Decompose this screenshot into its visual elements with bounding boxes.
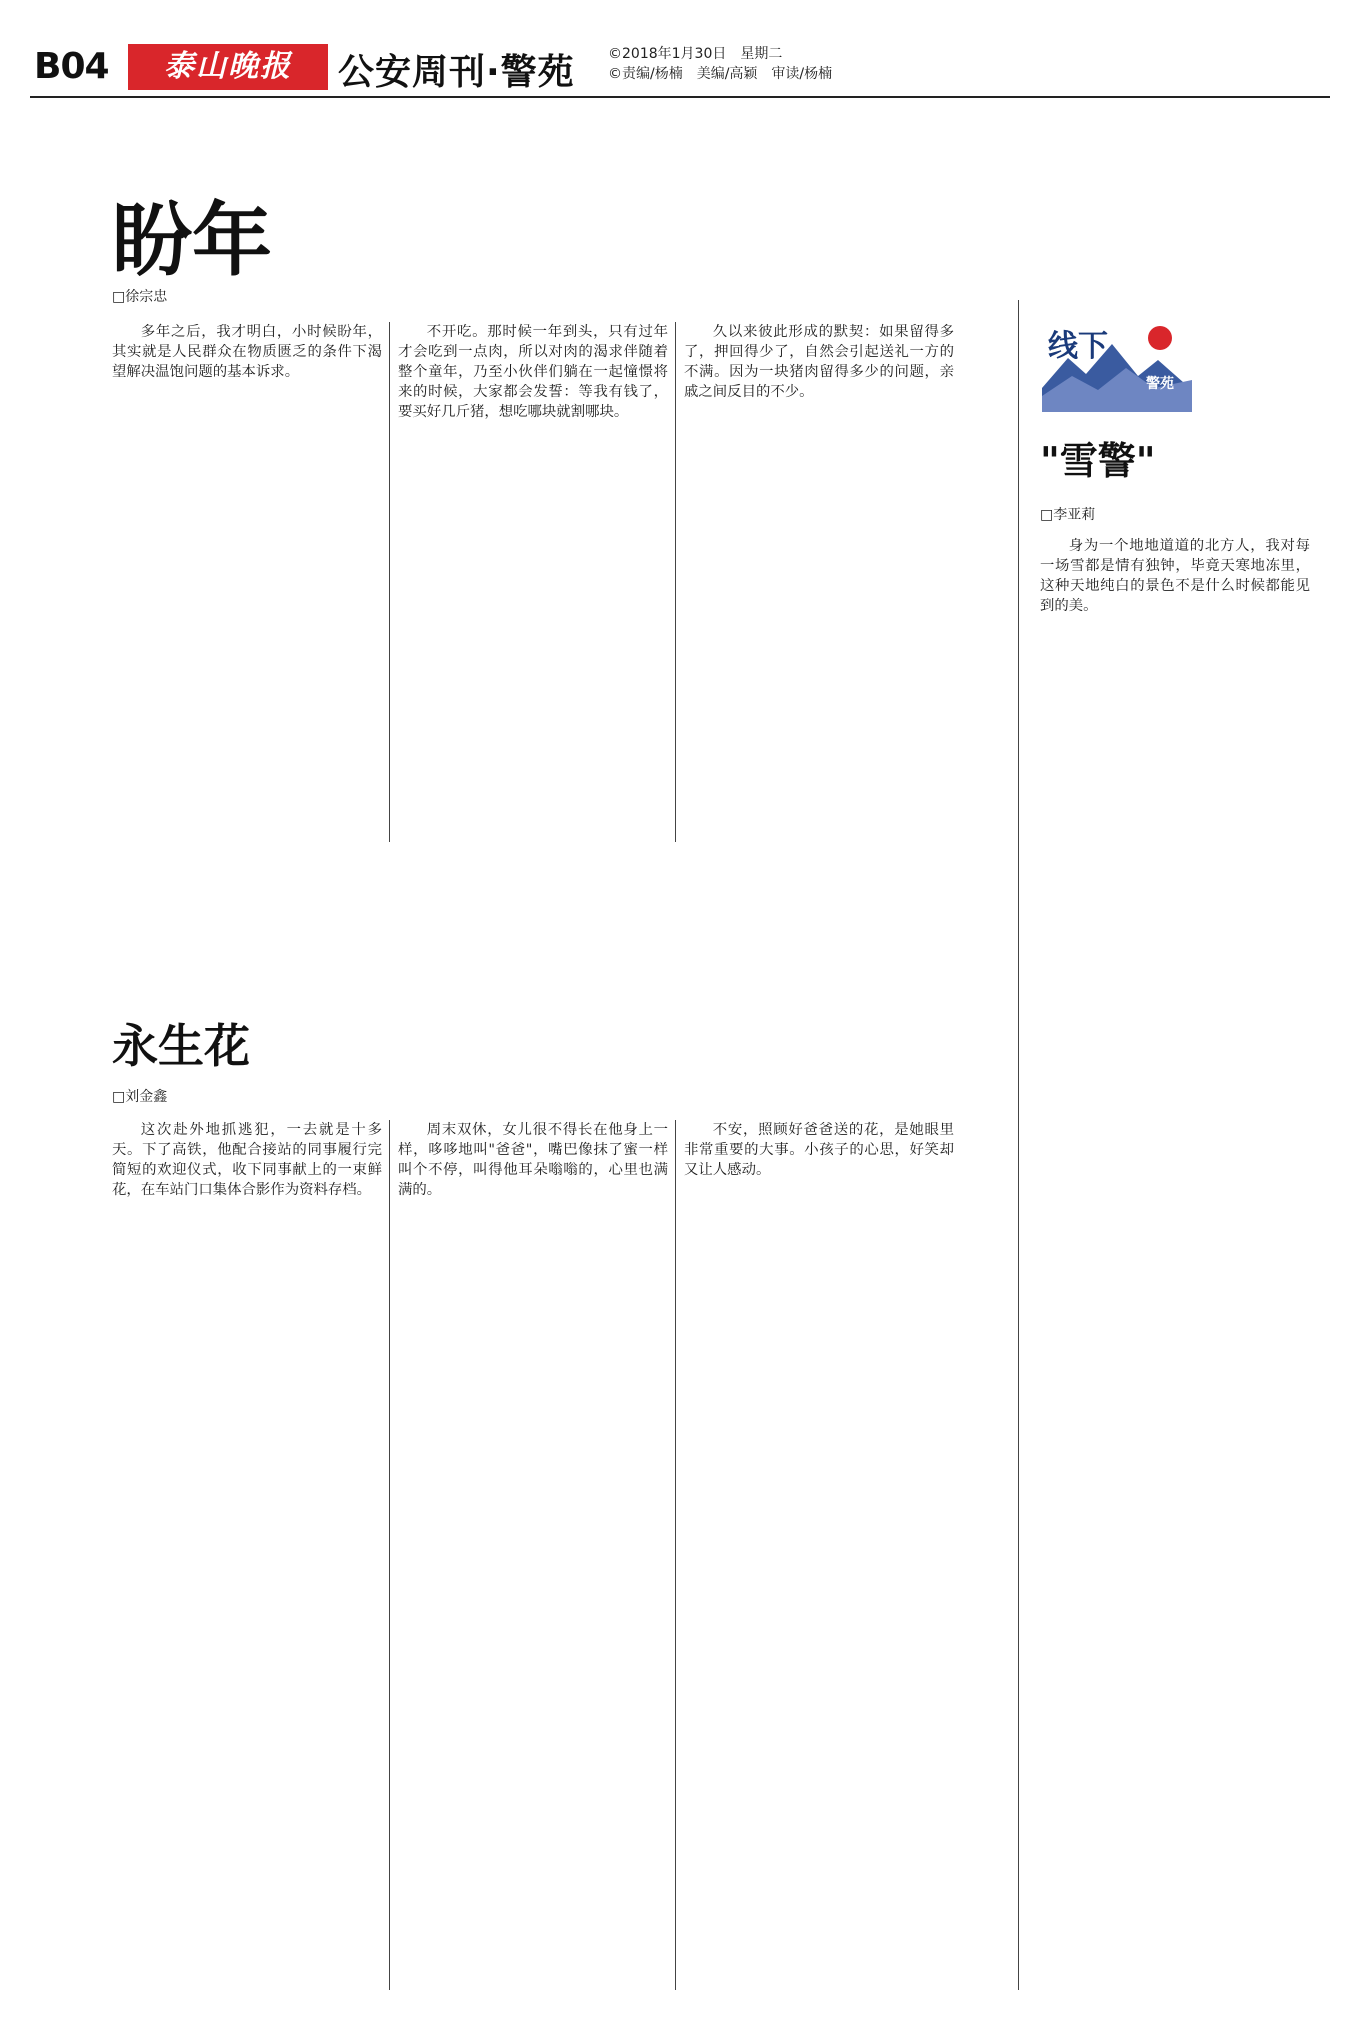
- right-column-divider: [1018, 300, 1019, 1990]
- article2-title: 永生花: [112, 1019, 250, 1073]
- column-divider: [389, 322, 390, 842]
- mountain-emblem-icon: [1042, 316, 1192, 412]
- article1-title: 盼年: [112, 193, 272, 287]
- article1-col2: 不开吃。那时候一年到头，只有过年才会吃到一点肉，所以对肉的渴求伴随着整个童年，乃至小伙伴们躺在一起憧憬将来的时候，大家都会发誓：等我有钱了，要买好几斤猪，想吃哪块就割哪块。: [398, 324, 668, 420]
- page-number: B04: [34, 46, 109, 87]
- article1-col3: 久以来彼此形成的默契：如果留得多了，押回得少了，自然会引起送礼一方的不满。因为一块猪肉留得多少的问题，亲戚之间反目的不少。: [684, 324, 954, 400]
- column-title: "雪警": [1040, 438, 1156, 483]
- article1-col1: 多年之后，我才明白，小时候盼年，其实就是人民群众在物质匮乏的条件下渴望解决温饱问题的基本诉求。: [112, 324, 382, 380]
- article2-col2: 周末双休，女儿很不得长在他身上一样，哆哆地叫"爸爸"，嘴巴像抹了蜜一样叫个不停，叫得他耳朵嗡嗡的，心里也满满的。: [398, 1122, 668, 1198]
- column-byline: □李亚莉: [1040, 507, 1096, 523]
- column-divider: [389, 1120, 390, 1990]
- date-line: ©2018年1月30日 星期二: [608, 46, 783, 62]
- column-divider: [675, 1120, 676, 1990]
- article2-col1: 这次赴外地抓逃犯，一去就是十多天。下了高铁，他配合接站的同事履行完简短的欢迎仪式，收下同事献上的一束鲜花，在车站门口集体合影作为资料存档。: [112, 1122, 382, 1198]
- emblem-subtext: 警苑: [1146, 376, 1174, 392]
- masthead-rule: [30, 96, 1330, 98]
- article2-col3: 不安，照顾好爸爸送的花，是她眼里非常重要的大事。小孩子的心思，好笑却又让人感动。: [684, 1122, 954, 1178]
- article2-byline: □刘金鑫: [112, 1089, 168, 1105]
- masthead-meta: [608, 44, 832, 84]
- section-title: 公安周刊·警苑: [338, 52, 575, 93]
- masthead: [34, 40, 1324, 98]
- staff-line: ©责编/杨楠 美编/高颖 审读/杨楠: [608, 66, 833, 82]
- column-divider: [675, 322, 676, 842]
- column-body: 身为一个地地道道的北方人，我对每一场雪都是情有独钟，毕竟天寒地冻里，这种天地纯白的景色不是什么时候都能见到的美。: [1040, 538, 1310, 614]
- paper-logo: 泰山晚报: [128, 44, 328, 90]
- emblem-text: 线下: [1048, 329, 1108, 364]
- section-emblem: [1042, 316, 1192, 412]
- article1-byline: □徐宗忠: [112, 289, 168, 305]
